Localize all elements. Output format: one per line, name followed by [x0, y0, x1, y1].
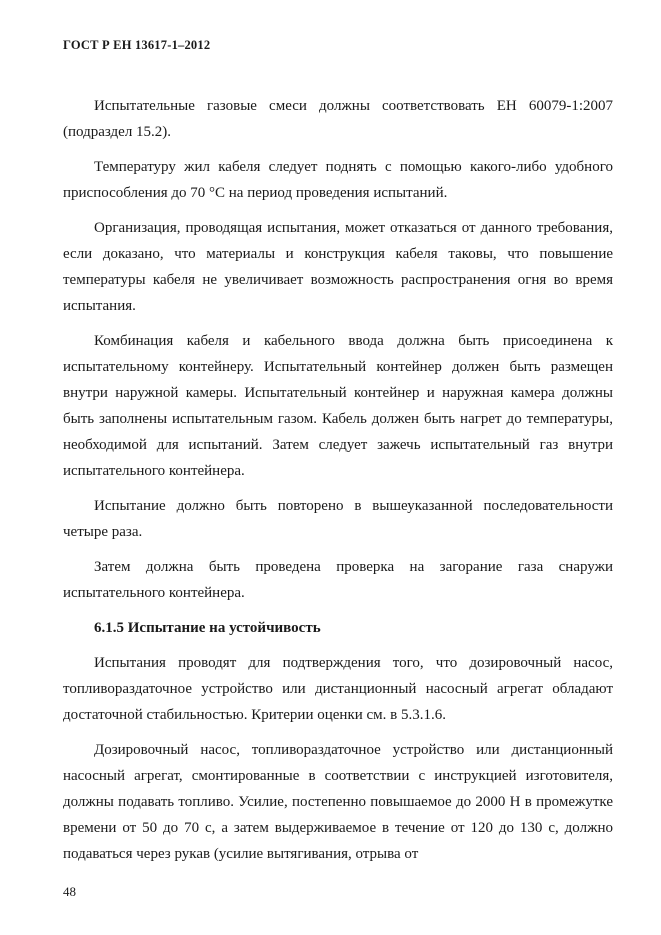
document-body: [63, 93, 613, 876]
paragraph-stability-purpose: Испытания проводят для подтверждения того, что дозировочный насос, топливораздаточное устройство или дистанционный насосный агрегат обладают достаточной стабильностью. Критерии оценки см. в 5.3.1.6.: [63, 655, 613, 723]
paragraph-test-gas-mixtures: Испытательные газовые смеси должны соответствовать ЕН 60079-1:2007 (подраздел 15.2).: [63, 98, 613, 140]
paragraph-cable-gland-assembly: Комбинация кабеля и кабельного ввода должна быть присоединена к испытательному контейнеру. Испытательный контейнер должен быть размещен внутри наружной камеры. Испытательный контейнер и наружная камера должны быть заполнены испытательным газом. Кабель должен быть нагрет до температуры, необходимой для испытаний. Затем следует зажечь испытательный газ внутри испытательного контейнера.: [63, 333, 613, 479]
document-code-header: ГОСТ Р ЕН 13617-1–2012: [63, 38, 211, 52]
paragraph-requirement-waiver: Организация, проводящая испытания, может отказаться от данного требования, если доказано, что материалы и конструкция кабеля таковы, что повышение температуры кабеля не увеличивает возможность распространения огня во время испытания.: [63, 220, 613, 314]
paragraph-cable-temperature: Температуру жил кабеля следует поднять с помощью какого-либо удобного приспособления до 70 °С на период проведения испытаний.: [63, 159, 613, 201]
paragraph-external-ignition-check: Затем должна быть проведена проверка на загорание газа снаружи испытательного контейнера.: [63, 559, 613, 601]
page-number: 48: [63, 884, 76, 899]
paragraph-repeat-test: Испытание должно быть повторено в вышеуказанной последовательности четыре раза.: [63, 498, 613, 540]
paragraph-stability-procedure: Дозировочный насос, топливораздаточное устройство или дистанционный насосный агрегат, смонтированные в соответствии с инструкцией изготовителя, должны подавать топливо. Усилие, постепенно повышаемое до 2000 Н в промежутке времени от 50 до 70 с, а затем выдерживаемое в течение от 120 до 130 с, должно подаваться через рукав (усилие вытягивания, отрыва от: [63, 742, 613, 862]
section-heading-stability-test: 6.1.5 Испытание на устойчивость: [94, 620, 321, 636]
